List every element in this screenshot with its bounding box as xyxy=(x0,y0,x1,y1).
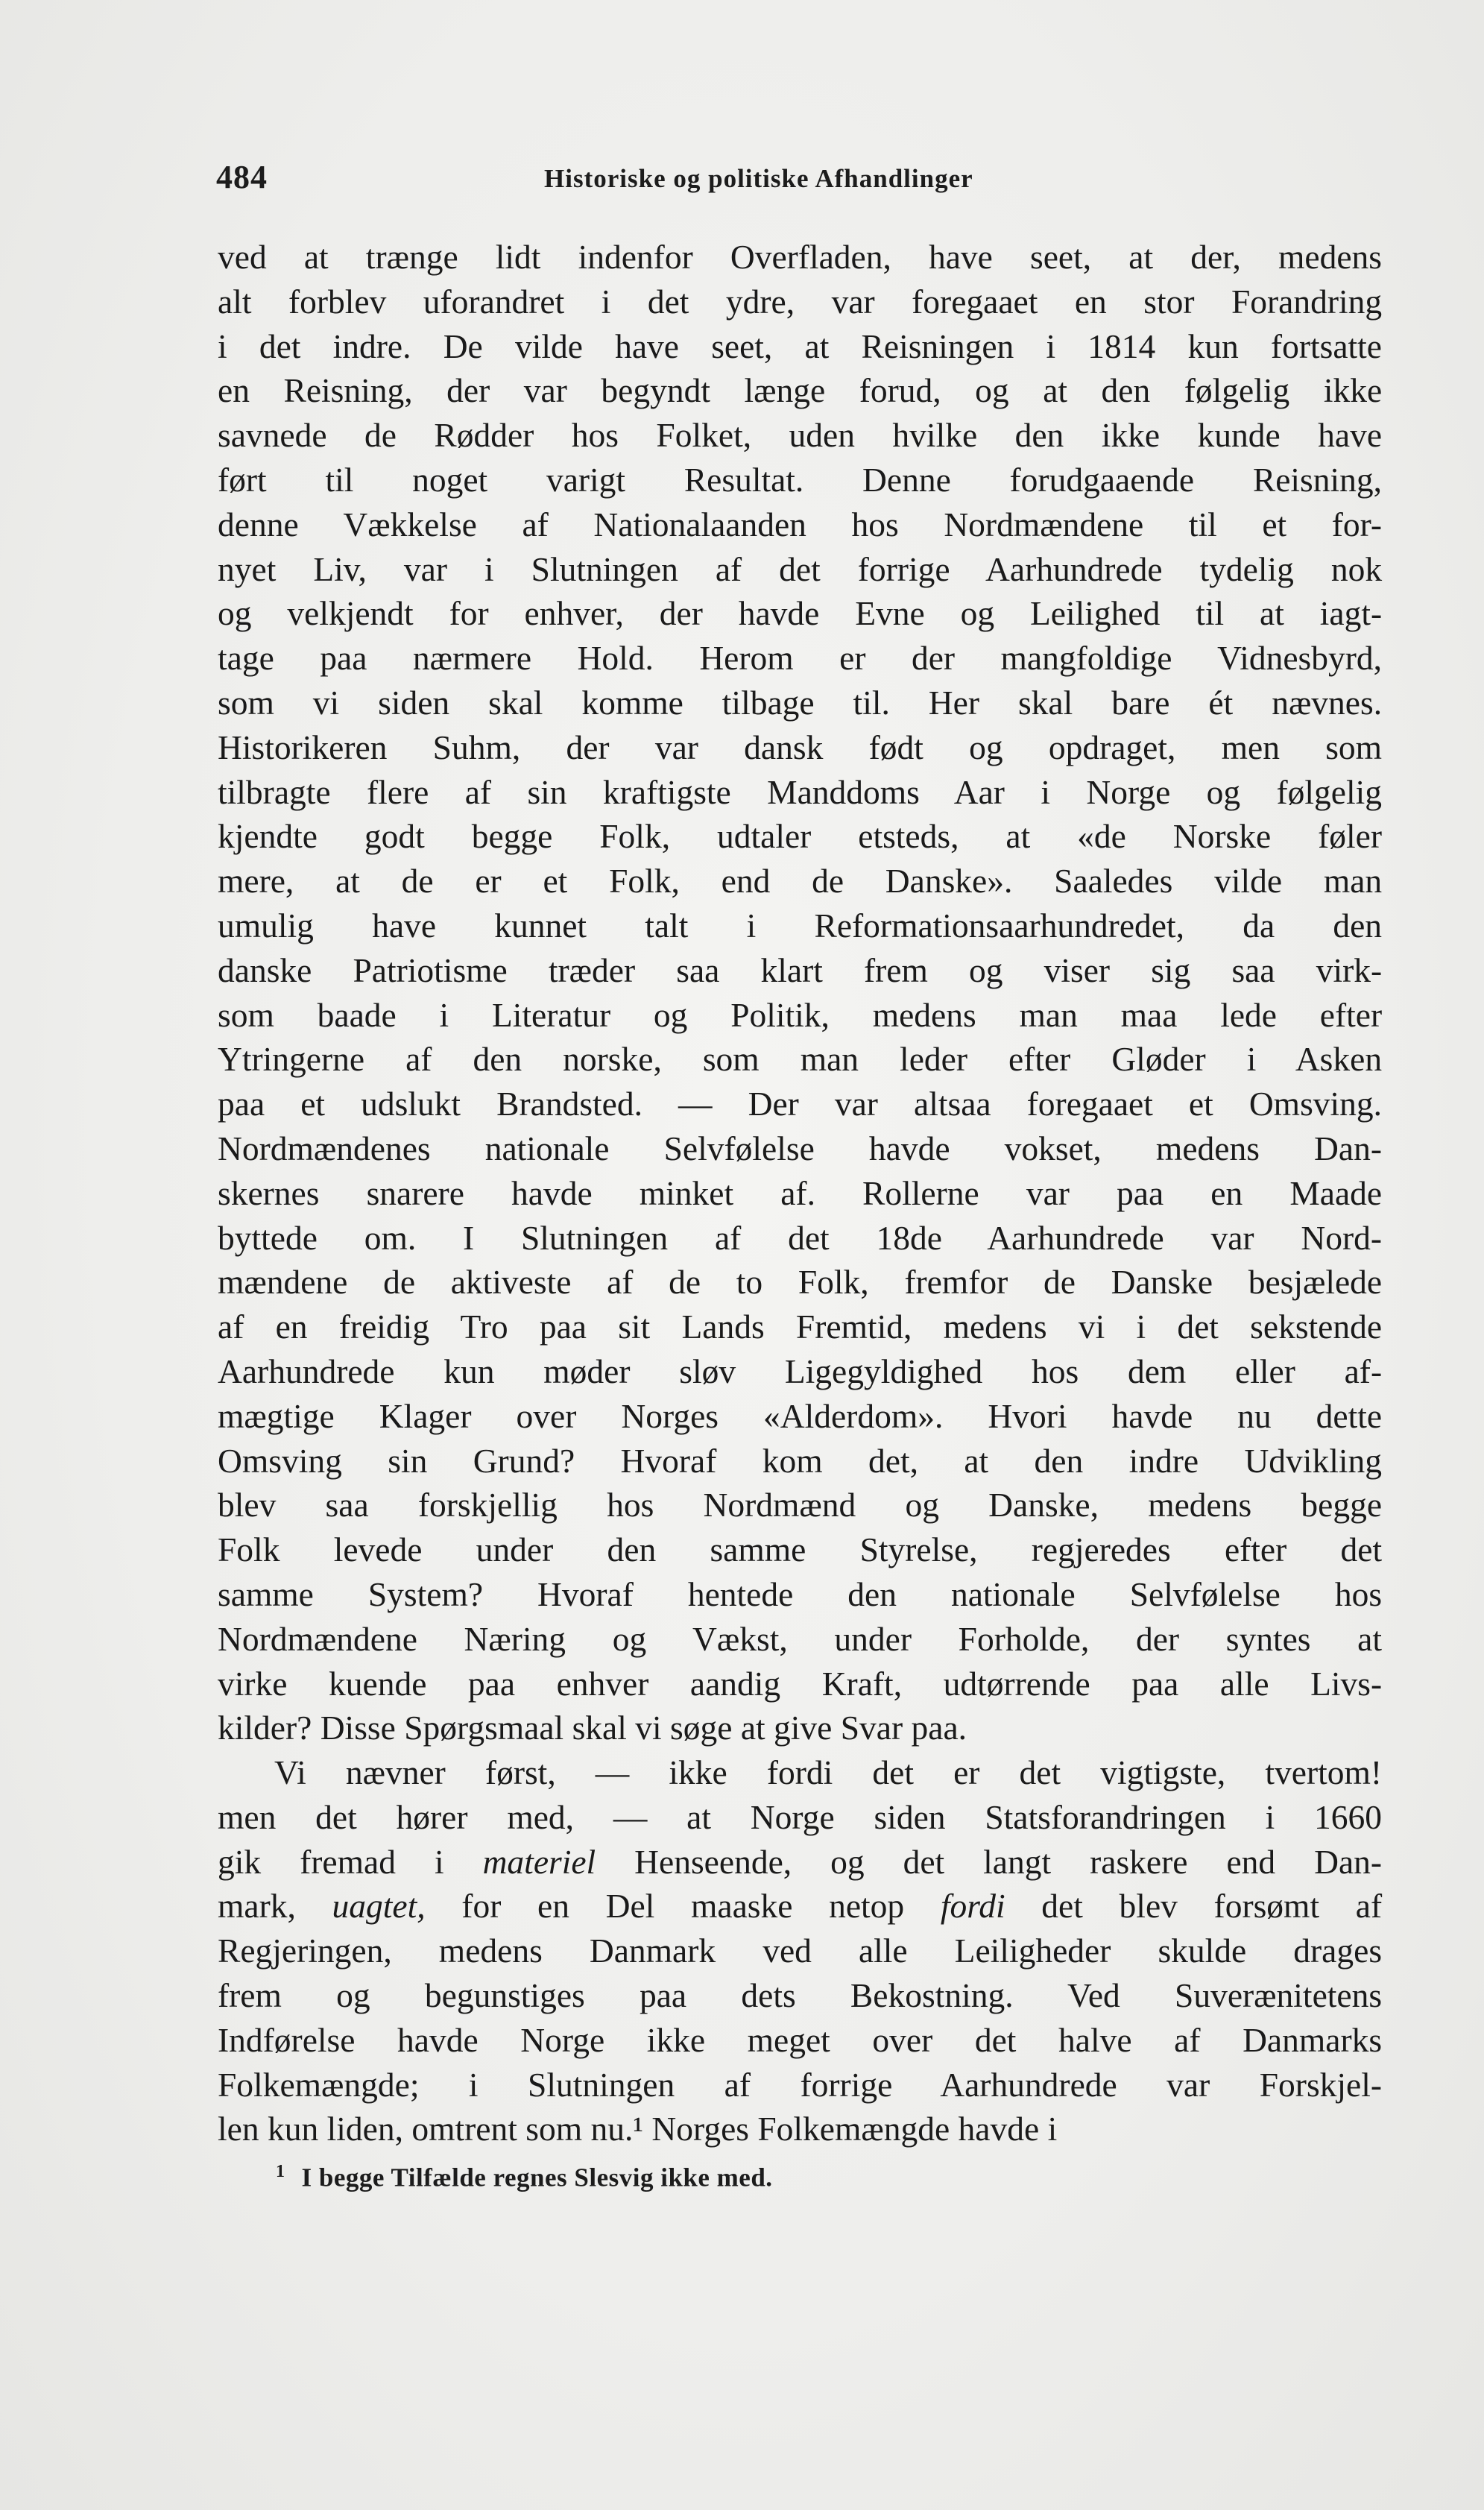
text-line: Aarhundrede kun møder sløv Ligegyldighed hos dem eller af- xyxy=(218,1352,1383,1390)
text-line: virke kuende paa enhver aandig Kraft, udtørrende paa alle Livs- xyxy=(218,1664,1383,1703)
text-line: som vi siden skal komme tilbage til. Her skal bare ét nævnes. xyxy=(218,683,1383,722)
text-line: danske Patriotisme træder saa klart frem og viser sig saa virk- xyxy=(218,950,1383,989)
paragraph xyxy=(218,1750,1382,2151)
text-line: mark, uagtet, for en Del maaske netop fordi det blev forsømt af xyxy=(218,1887,1383,1926)
footnote-mark: 1 xyxy=(276,2162,285,2181)
text-line: mægtige Klager over Norges «Alderdom». Hvori havde nu dette xyxy=(218,1396,1383,1435)
body-text xyxy=(218,235,1382,2151)
text-line: len kun liden, omtrent som nu.¹ Norges Folkemængde havde i xyxy=(218,2110,1058,2148)
text-line: ført til noget varigt Resultat. Denne forudgaaende Reisning, xyxy=(218,460,1383,499)
text-line: paa et udslukt Brandsted. — Der var altsaa foregaaet et Omsving. xyxy=(218,1085,1383,1123)
text-line: samme System? Hvoraf hentede den nationale Selvfølelse hos xyxy=(218,1574,1383,1613)
text-line: byttede om. I Slutningen af det 18de Aarhundrede var Nord- xyxy=(218,1218,1383,1257)
text-line: en Reisning, der var begyndt længe forud, og at den følgelig ikke xyxy=(218,371,1383,410)
text-line: Ytringerne af den norske, som man leder efter Gløder i Asken xyxy=(218,1040,1383,1079)
text-line: nyet Liv, var i Slutningen af det forrige Aarhundrede tydelig nok xyxy=(218,549,1383,588)
text-line: i det indre. De vilde have seet, at Reisningen i 1814 kun fortsatte xyxy=(218,327,1382,365)
running-head: Historiske og politiske Afhandlinger xyxy=(544,164,973,193)
text-line: savnede de Rødder hos Folket, uden hvilke den ikke kunde have xyxy=(218,416,1383,455)
text-line: frem og begunstiges paa dets Bekostning. Ved Suverænitetens xyxy=(218,1976,1383,2015)
text-line: gik fremad i materiel Henseende, og det langt raskere end Dan- xyxy=(218,1842,1383,1881)
text-line: alt forblev uforandret i det ydre, var foregaaet en stor Forandring xyxy=(218,282,1383,321)
text-line: mere, at de er et Folk, end de Danske». Saaledes vilde man xyxy=(218,862,1383,901)
text-line: ved at trænge lidt indenfor Overfladen, have seet, at der, medens xyxy=(218,238,1382,276)
text-line: som baade i Literatur og Politik, medens man maa lede efter xyxy=(218,995,1383,1034)
text-line: umulig have kunnet talt i Reformationsaarhundredet, da den xyxy=(218,906,1383,945)
page-number: 484 xyxy=(216,159,268,195)
text-line: kilder? Disse Spørgsmaal skal vi søge at give Svar paa. xyxy=(218,1709,967,1747)
text-line: Nordmændenes nationale Selvfølelse havde vokset, medens Dan- xyxy=(218,1129,1382,1167)
text-line: Vi nævner først, — ikke fordi det er det vigtigste, tvertom! xyxy=(274,1753,1383,1792)
text-line: skernes snarere havde minket af. Rollerne var paa en Maade xyxy=(218,1173,1383,1212)
text-line: Nordmændene Næring og Vækst, under Forholde, der syntes at xyxy=(218,1619,1382,1658)
text-line: tilbragte flere af sin kraftigste Manddoms Aar i Norge og følgelig xyxy=(218,772,1383,811)
footnote-text: I begge Tilfælde regnes Slesvig ikke med. xyxy=(301,2163,773,2192)
text-line: blev saa forskjellig hos Nordmænd og Danske, medens begge xyxy=(218,1486,1383,1524)
text-line: kjendte godt begge Folk, udtaler etsteds, at «de Norske føler xyxy=(218,817,1383,856)
text-line: Omsving sin Grund? Hvoraf kom det, at den indre Udvikling xyxy=(218,1441,1382,1480)
text-line: Historikeren Suhm, der var dansk født og opdraget, men som xyxy=(218,728,1383,766)
text-line: Folkemængde; i Slutningen af forrige Aarhundrede var Forskjel- xyxy=(218,2065,1383,2104)
text-line: men det hører med, — at Norge siden Statsforandringen i 1660 xyxy=(218,1797,1383,1836)
text-line: Folk levede under den samme Styrelse, regjeredes efter det xyxy=(218,1530,1383,1569)
footnote xyxy=(276,2162,773,2193)
text-line: Regjeringen, medens Danmark ved alle Leiligheder skulde drages xyxy=(218,1932,1383,1970)
text-line: denne Vækkelse af Nationalaanden hos Nordmændene til et for- xyxy=(218,505,1383,543)
paragraph xyxy=(218,235,1382,1750)
text-line: af en freidig Tro paa sit Lands Fremtid, medens vi i det sekstende xyxy=(218,1308,1383,1346)
page-header xyxy=(216,158,1383,203)
text-line: mændene de aktiveste af de to Folk, fremfor de Danske besjælede xyxy=(218,1263,1383,1302)
text-line: tage paa nærmere Hold. Herom er der mangfoldige Vidnesbyrd, xyxy=(218,639,1383,678)
text-line: og velkjendt for enhver, der havde Evne og Leilighed til at iagt- xyxy=(218,594,1383,633)
text-line: Indførelse havde Norge ikke meget over det halve af Danmarks xyxy=(218,2020,1383,2059)
